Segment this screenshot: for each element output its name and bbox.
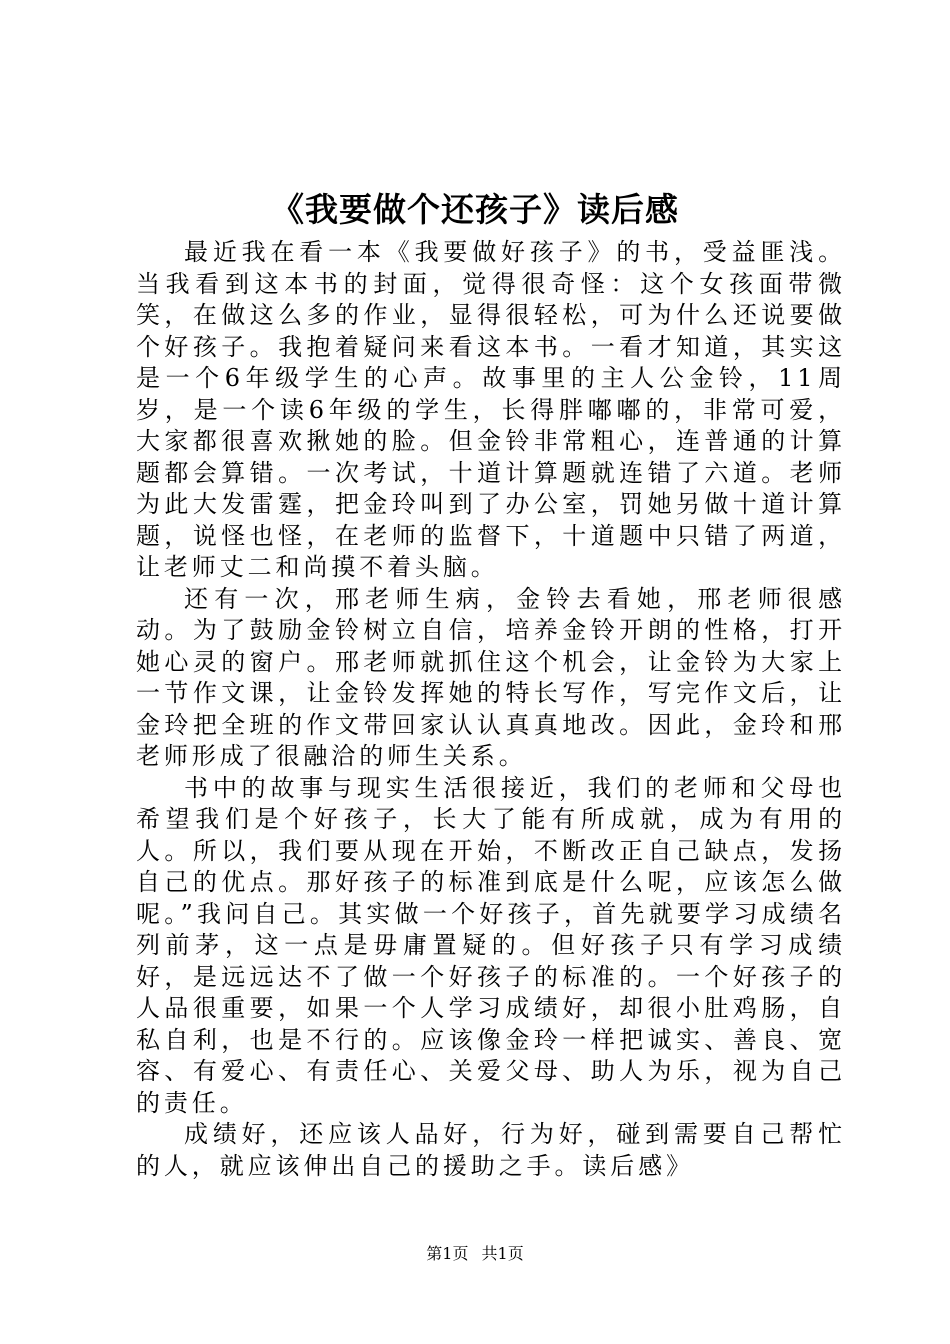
paragraph-3: 书中的故事与现实生活很接近，我们的老师和父母也希望我们是个好孩子，长大了能有所成就，成为有用的人。所以，我们要从现在开始，不断改正自己缺点，发扬自己的优点。那好孩子的标准到底是什么呢，应该怎么做呢。”我问自己。其实做一个好孩子，首先就要学习成绩名列前茅，这一点是毋庸置疑的。但好孩子只有学习成绩好，是远远达不了做一个好孩子的标准的。一个好孩子的人品很重要，如果一个人学习成绩好，却很小肚鸡肠，自私自利，也是不行的。应该像金玲一样把诚实、善良、宽容、有爱心、有责任心、关爱父母、助人为乐，视为自己的责任。 [136,773,846,1117]
paragraph-4: 成绩好，还应该人品好，行为好，碰到需要自己帮忙的人，就应该伸出自己的援助之手。读后感》 [136,1120,846,1180]
paragraph-1: 最近我在看一本《我要做好孩子》的书，受益匪浅。当我看到这本书的封面，觉得很奇怪：这个女孩面带微笑，在做这么多的作业，显得很轻松，可为什么还说要做个好孩子。我抱着疑问来看这本书。一看才知道，其实这是一个6年级学生的心声。故事里的主人公金铃，11周岁，是一个读6年级的学生，长得胖嘟嘟的，非常可爱，大家都很喜欢揪她的脸。但金铃非常粗心，连普通的计算题都会算错。一次考试，十道计算题就连错了六道。老师为此大发雷霆，把金玲叫到了办公室，罚她另做十道计算题，说怪也怪，在老师的监督下，十道题中只错了两道，让老师丈二和尚摸不着头脑。 [136,238,846,581]
page-footer [0,1243,950,1265]
page-number: 第1页 [426,1244,469,1263]
paragraph-2: 还有一次，邢老师生病，金铃去看她，邢老师很感动。为了鼓励金铃树立自信，培养金铃开朗的性格，打开她心灵的窗户。邢老师就抓住这个机会，让金铃为大家上一节作文课，让金铃发挥她的特长写作，写完作文后，让金玲把全班的作文带回家认认真真地改。因此，金玲和邢老师形成了很融洽的师生关系。 [136,584,846,770]
document-title: 《我要做个还孩子》读后感 [271,190,679,229]
document-body [136,237,846,1182]
page-total: 共1页 [481,1244,524,1263]
